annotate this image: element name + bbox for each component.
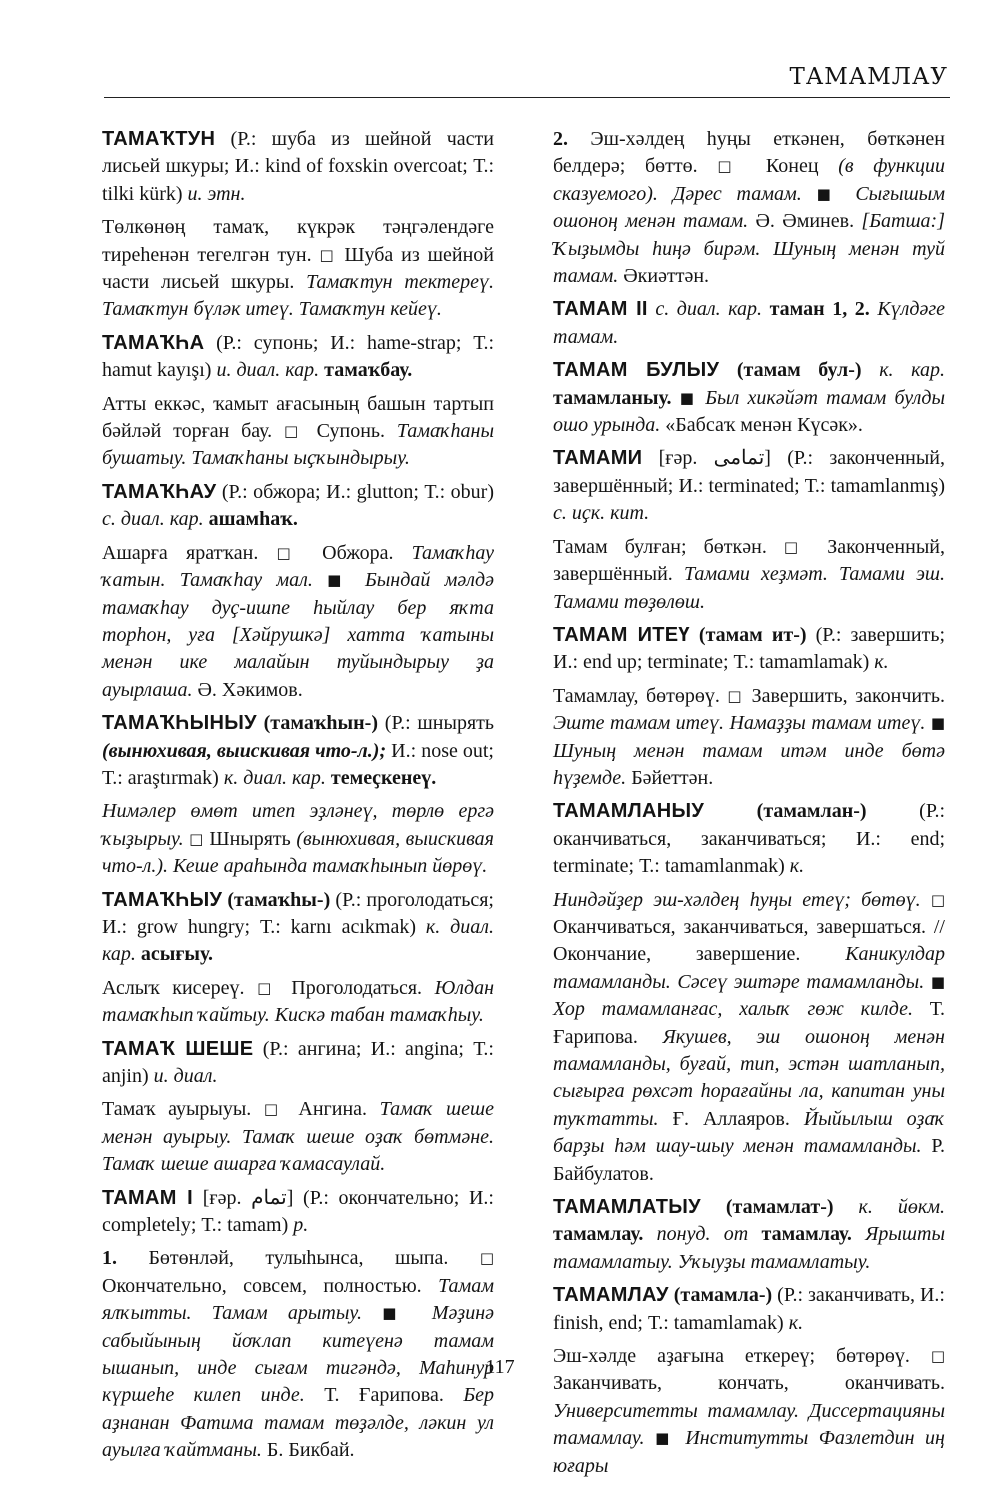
text-run — [834, 1196, 859, 1218]
bold-term: (тамам ит-) — [689, 623, 807, 646]
example-marker-icon: ■ — [679, 388, 698, 407]
bold-term: (тамамлан-) — [704, 800, 867, 823]
dictionary-paragraph — [102, 798, 494, 880]
headword: ТАМАҠТУН — [102, 128, 216, 150]
text-run: [ғәр. تمامى] (Р.: законченный, завершённый; И.: terminated; Т.: tamamlanmış) — [553, 447, 945, 497]
text-run: (Р.: завершить; И.: end up; terminate; Т.: tamamlamak) — [553, 623, 946, 674]
italic-text: (вынюхивая, выискивая что-л.). Кеше араһында тамаҡһынып йөрөү. — [102, 827, 494, 878]
italic-text: к. диал. кар. — [223, 766, 326, 789]
bold-term: темеҫкенеү. — [325, 766, 437, 789]
right-column — [553, 126, 945, 1486]
text-run: Төлкөнөң тамаҡ, күкрәк тәңгәлендәге тиреһенән тегелгән тун. — [102, 216, 494, 266]
text-run: Б. Бикбай. — [261, 1439, 355, 1462]
bold-italic-text: (вынюхивая, выискивая что-л.); — [102, 739, 387, 762]
italic-text: Бындай мәлдә тамаҡһау дуҫ-ишпе һыйлау бер яҡта торһон, уға [Хәйрушкә] хатта ҡатыны менән ике малайын туйындырыу ҙа ауырлаша. — [102, 569, 494, 701]
text-run: Законченный, завершённый. — [553, 535, 945, 586]
italic-text: Тамам ялҡытты. Тамам арытыу. — [102, 1274, 494, 1325]
italic-text: Ярышты тамамлатыу. Уҡыуҙы тамамлатыу. — [553, 1223, 945, 1273]
translation-marker-icon: □ — [283, 422, 305, 441]
dictionary-paragraph — [102, 330, 494, 385]
dictionary-paragraph — [553, 445, 945, 527]
dictionary-paragraph — [102, 126, 494, 208]
text-run: (Р.: шнырять — [378, 712, 494, 735]
italic-text: к. — [789, 855, 805, 878]
italic-text: и. этн. — [187, 182, 246, 205]
text-run — [672, 387, 680, 409]
example-marker-icon: ■ — [816, 184, 841, 203]
text-run — [862, 359, 880, 381]
bold-term: тамамлау. — [748, 1223, 852, 1246]
italic-text: Тамаҡһау ҡатын. Тамаҡһау мал. — [102, 541, 494, 592]
text-run: Ангина. — [285, 1098, 380, 1121]
text-run: Шуба из шейной части лисьей шкуры. — [102, 243, 494, 294]
example-marker-icon: ■ — [382, 1304, 412, 1323]
text-run: Ашарға яратҡан. — [102, 541, 277, 564]
translation-marker-icon: □ — [319, 245, 337, 264]
italic-text: (в функции сказуемого). Дәрес тамам. — [553, 155, 945, 205]
text-run: «Бабсаҡ менән Күсәк». — [660, 414, 863, 437]
italic-text: Күлдәге тамам. — [553, 298, 946, 348]
headword: ТАМАМЛАУ — [553, 1284, 669, 1307]
translation-marker-icon: □ — [479, 1249, 494, 1268]
text-run: Шнырять — [203, 827, 297, 850]
left-column — [102, 126, 494, 1471]
italic-text: Институтты Фазлетдин иң юғары — [553, 1427, 945, 1477]
headword: ТАМАМ II — [553, 298, 648, 321]
text-run: Ғ. Аллаяров. — [658, 1107, 804, 1130]
dictionary-paragraph — [553, 1282, 945, 1337]
italic-text: Йыйылыш оҙаҡ барҙы һәм шау-шыу менән тамамланды. — [553, 1107, 945, 1158]
headword: ТАМАМЛАТЫУ — [553, 1196, 701, 1219]
translation-marker-icon: □ — [189, 829, 204, 848]
text-run: Бөтөнләй, тулыһынса, шыпа. — [117, 1247, 480, 1270]
headword: ТАМАМ I — [102, 1186, 194, 1209]
bold-term: (тамамла-) — [668, 1284, 773, 1307]
italic-text: Тамаҡ шеше менән ауырыу. Тамаҡ шеше оҙаҡ бөтмәне. Тамаҡ шеше ашарға ҡамасаулай. — [102, 1098, 494, 1176]
italic-text: Университетты тамамлау. Диссертацияны тамамлау. — [553, 1399, 945, 1450]
italic-text: Тамами хеҙмәт. Тамами эш. Тамами төҙөлөш. — [553, 563, 945, 613]
italic-text: с. диал. кар. — [655, 298, 763, 321]
dictionary-paragraph — [102, 1036, 494, 1091]
text-run: Тамам булған; бөткән. — [553, 535, 784, 558]
translation-marker-icon: □ — [930, 890, 945, 909]
text-run: Окончательно, совсем, полностью. — [102, 1274, 439, 1297]
example-marker-icon: ■ — [930, 972, 945, 991]
dictionary-paragraph — [102, 710, 494, 792]
translation-marker-icon: □ — [257, 978, 279, 997]
translation-marker-icon: □ — [263, 1100, 286, 1119]
text-run: Тамамлау, бөтөрөү. — [553, 684, 728, 707]
italic-text: Каникулдар тамамланды. Сәсеү эштәре тамамланды. — [553, 943, 945, 993]
running-head: ТАМАМЛАУ — [789, 64, 948, 90]
text-run: (Р.: шуба из шейной части лисьей шкуры; И.: kind of foxskin overcoat; Т.: tilki kürk) — [102, 128, 494, 205]
text-run: Т. Ғарипова. — [304, 1384, 464, 1407]
text-run: Завершить, закончить. — [744, 684, 945, 707]
bold-term: тамаҡбау. — [319, 359, 413, 382]
dictionary-paragraph — [102, 391, 494, 473]
text-run: Эш-хәлдең һуңы еткәнен, бөткәнен белдерә; бөттө. — [553, 128, 945, 178]
example-marker-icon: ■ — [655, 1429, 675, 1448]
text-run: Тамаҡ ауырыуы. — [102, 1098, 264, 1121]
header-rule — [104, 97, 950, 98]
italic-text: Был хикәйәт тамам булды ошо урында. — [553, 386, 945, 437]
italic-text: Якушев, эш ошоноң менән тамамланды, буғай, тип, эстән шатланып, сығырға рөхсәт һорағайны ла, капитан уны туҡтатты. — [553, 1025, 945, 1130]
text-run: Атты еккәс, ҡамыт ағасының башын тартып бәйләй торған бау. — [102, 392, 494, 443]
translation-marker-icon: □ — [276, 543, 304, 562]
translation-marker-icon: □ — [727, 686, 745, 705]
text-run: (Р.: супонь; И.: hame-strap; Т.: hamut kayışı) — [102, 331, 494, 382]
italic-text: Мәҙинә сабыйының йоҡлап китеүенә тамам ышанып, инде сығам тигәндә, Маһинур күршеһе килеп инде. — [102, 1302, 494, 1407]
text-run: Р. Байбулатов. — [553, 1135, 946, 1185]
headword: ТАМАҠҺАУ — [102, 480, 217, 503]
bold-term: тамамланыу. — [553, 386, 672, 409]
headword: ТАМАМ БУЛЫУ — [553, 359, 720, 382]
dictionary-paragraph — [553, 534, 945, 616]
bold-term: таман 1, 2. — [762, 298, 870, 321]
bold-term: тамамлау. — [553, 1223, 644, 1246]
dictionary-paragraph — [102, 1096, 494, 1178]
dictionary-paragraph — [553, 683, 945, 793]
text-run: Ә. Әминев. — [748, 210, 862, 233]
bold-term: 2. — [553, 128, 568, 150]
italic-text: [Батша:] Ҡыҙымды һиңә бирәм. Шуның менән туй тамам. — [553, 210, 945, 288]
headword: ТАМАМЛАНЫУ — [553, 800, 705, 823]
bold-term: ашамһаҡ. — [203, 508, 298, 531]
italic-text: к. йөкм. — [858, 1196, 946, 1219]
bold-term: (тамам бул-) — [719, 359, 862, 382]
dictionary-paragraph — [102, 479, 494, 534]
italic-text: и. диал. — [153, 1065, 218, 1087]
text-run: Эш-хәлде аҙағына еткереү; бөтөрөү. — [553, 1345, 931, 1368]
italic-text: к. — [874, 651, 889, 674]
dictionary-paragraph — [102, 540, 494, 704]
bold-term: (тамамлат-) — [700, 1196, 834, 1219]
example-marker-icon: ■ — [327, 571, 351, 590]
text-run: Оканчиваться, заканчиваться, завершаться. // Окончание, завершение. — [553, 915, 945, 966]
translation-marker-icon: □ — [717, 157, 747, 176]
text-run: Супонь. — [304, 420, 397, 443]
headword: ТАМАҠҺЫУ — [102, 888, 223, 911]
text-run: (Р.: проголодаться; И.: grow hungry; Т.: karnı acıkmak) — [102, 888, 494, 938]
dictionary-paragraph — [553, 357, 945, 439]
headword: ТАМАҠҺЫНЫУ — [102, 712, 257, 735]
text-run — [643, 1223, 656, 1245]
italic-text: Юлдан тамаҡһып ҡайтыу. Кискә табан тамаҡһыу. — [102, 976, 494, 1027]
italic-text: и. диал. кар. — [216, 359, 320, 382]
headword: ТАМАМИ — [553, 447, 643, 470]
text-run: Бәйеттән. — [626, 766, 714, 789]
page-number: 117 — [485, 1356, 515, 1378]
dictionary-paragraph — [102, 887, 494, 969]
bold-term: асығыу. — [135, 943, 214, 966]
italic-text: Сығышым ошоноң менән тамам. — [553, 182, 945, 233]
translation-marker-icon: □ — [930, 1347, 945, 1366]
text-run: Обжора. — [303, 541, 412, 564]
dictionary-paragraph — [553, 622, 945, 677]
italic-text: с. диал. кар. — [102, 508, 204, 531]
italic-text: Эште тамам итеү. Намаҙҙы тамам итеү. — [553, 712, 931, 735]
italic-text: Нимәлер өмөт итеп эҙләнеү, төрлө ергә ҡыҙырыу. — [102, 800, 494, 850]
text-run: Аслыҡ кисереү. — [102, 976, 258, 999]
italic-text: Шуның менән тамам итәм инде бөтә һүҙемде. — [553, 739, 945, 789]
italic-text: Ниндәйҙер эш-хәлдең һуңы етеү; бөтөү. — [553, 888, 921, 911]
text-run: Конец — [746, 155, 839, 178]
italic-text: р. — [293, 1214, 309, 1237]
text-run: И.: nose out; Т.: araştırmak) — [102, 739, 494, 789]
headword: ТАМАҠҺА — [102, 331, 205, 354]
italic-text: к. кар. — [879, 359, 946, 382]
italic-text: Бер аҙнанан Фатима тамам төҙәлде, ләкин ул ауылға ҡайтманы. — [102, 1384, 494, 1462]
italic-text: с. иҫк. кит. — [553, 502, 650, 525]
text-run: (Р.: оканчиваться, заканчиваться; И.: end; terminate; Т.: tamamlanmak) — [553, 800, 946, 878]
italic-text: к. — [788, 1311, 804, 1334]
text-run: (Р.: обжора; И.: glutton; Т.: obur) — [216, 480, 494, 503]
text-run: (Р.: ангина; И.: angina; Т.: anjin) — [102, 1037, 494, 1087]
text-run: Ә. Хәкимов. — [192, 678, 303, 701]
headword: ТАМАҠ ШЕШЕ — [102, 1037, 254, 1060]
italic-text: Хор тамамланғас, халыҡ гөж килде. — [553, 998, 913, 1021]
dictionary-paragraph — [553, 126, 945, 290]
text-run — [852, 1223, 865, 1245]
text-run: Т. Ғарипова. — [553, 998, 946, 1048]
text-run: [ғәр. تمام] (Р.: окончательно; И.: completely; Т.: tamam) — [102, 1186, 494, 1237]
dictionary-paragraph — [102, 1185, 494, 1240]
dictionary-paragraph — [553, 798, 945, 880]
bold-term: (тамаҡһы-) — [222, 888, 331, 911]
italic-text: к. диал. кар. — [102, 915, 495, 966]
italic-text: Тамаҡһаны бушатыу. Тамаҡһаны ыҫҡындырыу. — [102, 420, 494, 470]
text-run: Проголодаться. — [278, 976, 435, 999]
dictionary-paragraph — [553, 887, 945, 1188]
text-run: Әкиәттән. — [618, 265, 710, 288]
bold-term: 1. — [102, 1247, 117, 1270]
dictionary-paragraph — [553, 296, 945, 351]
dictionary-paragraph — [553, 1194, 945, 1276]
bold-term: (тамаҡһын-) — [256, 712, 379, 735]
translation-marker-icon: □ — [783, 537, 811, 556]
text-run: (Р.: заканчивать, И.: finish, end; Т.: tamamlamak) — [553, 1284, 945, 1334]
example-marker-icon: ■ — [930, 714, 945, 733]
italic-text: понуд. от — [656, 1223, 749, 1246]
dictionary-paragraph — [102, 214, 494, 324]
italic-text: Тамаҡтун тектереү. Тамаҡтун бүләк итеү. Тамаҡтун кейеү. — [102, 271, 494, 321]
headword: ТАМАМ ИТЕҮ — [553, 623, 690, 646]
text-run — [921, 889, 931, 911]
dictionary-paragraph — [102, 975, 494, 1030]
text-run: Заканчивать, кончать, оканчивать. — [553, 1372, 945, 1395]
